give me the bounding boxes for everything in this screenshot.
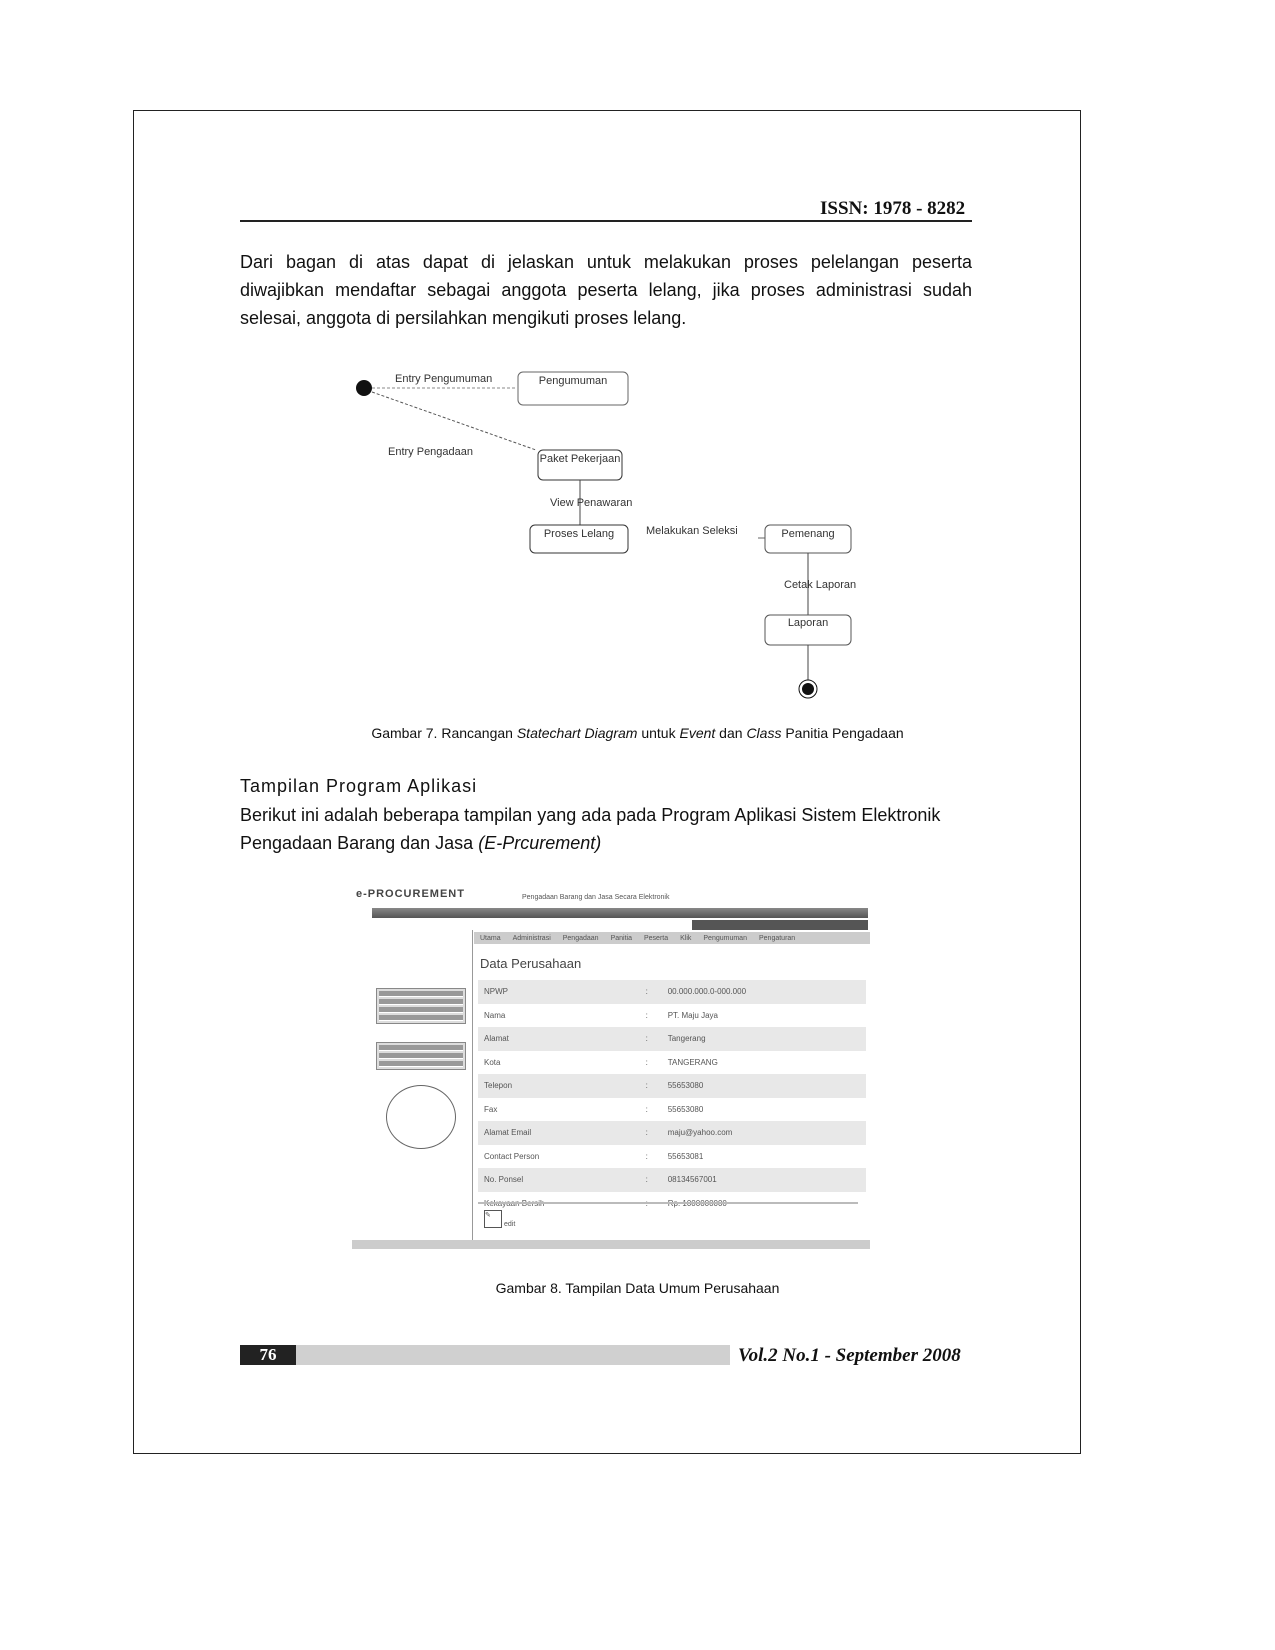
menu-item[interactable]: Utama [480,934,501,942]
intro-paragraph: Dari bagan di atas dapat di jelaskan untuk melakukan proses pelelangan peserta diwajibkan mendaftar sebagai anggota peserta lelang, jika proses administrasi sudah selesai, anggota di persilahkan mengikuti proses lelang. [240,252,972,328]
menu-item[interactable]: Administrasi [512,934,551,942]
menu-item[interactable]: Pengumuman [703,934,747,942]
issn: ISSN: 1978 - 8282 [820,198,966,219]
table-row: Fax : 55653080 [484,1104,704,1114]
app-sidebar [372,930,473,1240]
state-label: Paket Pekerjaan [539,453,621,465]
app-menu [474,932,870,944]
app-logo: e-PROCUREMENT [356,888,465,900]
app-page-title: Data Perusahaan [480,956,582,971]
menu-item[interactable]: Pengadaan [562,934,599,942]
transition-label: View Penawaran [550,497,633,509]
app-tagline: Pengadaan Barang dan Jasa Secara Elektronik [522,894,670,901]
state-label: Proses Lelang [543,528,615,540]
footer-bar [296,1345,730,1365]
edit-button[interactable]: ✎ edit [485,1212,516,1228]
app-screenshot [352,884,870,1249]
menu-item[interactable]: Panitia [610,934,632,942]
page-number: 76 [240,1345,296,1365]
transition-label: Melakukan Seleksi [646,525,738,537]
table-row: Alamat Email : maju@yahoo.com [478,1121,866,1145]
statechart-diagram [340,360,880,710]
transition-label: Cetak Laporan [784,579,857,591]
app-datebar [692,920,868,930]
menu-item[interactable]: Pengaturan [758,934,796,942]
header-rule [240,220,972,222]
figure7-caption: Gambar 7. Rancangan Statechart Diagram untuk Event dan Class Panitia Pengadaan [371,725,904,741]
edit-icon: ✎ [484,1210,502,1228]
state-label: Laporan [787,617,829,629]
initial-state [356,380,372,396]
menu-item[interactable]: Peserta [643,934,669,942]
table-row: No. Ponsel : 08134567001 [478,1168,866,1192]
section-text: Berikut ini adalah beberapa tampilan yang ada pada Program Aplikasi Sistem Elektronik Pengadaan Barang dan Jasa (E-Prcurement) [240,805,941,853]
state-label: Pemenang [781,528,835,540]
transition-label: Entry Pengadaan [388,446,474,458]
app-titlebar [372,908,868,918]
table-row: Contact Person : 55653081 [484,1151,704,1161]
menu-item[interactable]: Klik [680,934,692,942]
table-row: Nama : PT. Maju Jaya [484,1010,718,1020]
table-row: Kota : TANGERANG [484,1057,718,1067]
table-row: NPWP : 00.000.000.0-000.000 [478,980,866,1004]
volume-info: Vol.2 No.1 - September 2008 [738,1345,961,1366]
transition-label: Entry Pengumuman [395,373,493,385]
company-table [478,980,866,1215]
table-row: Alamat : Tangerang [478,1027,866,1051]
table-row: Kekayaan Bersih : Rp. 1000000000 [484,1198,727,1208]
table-row: Telepon : 55653080 [478,1074,866,1098]
section-heading: Tampilan Program Aplikasi [240,776,478,796]
figure8-caption: Gambar 8. Tampilan Data Umum Perusahaan [495,1280,780,1296]
state-label: Pengumuman [538,375,608,387]
